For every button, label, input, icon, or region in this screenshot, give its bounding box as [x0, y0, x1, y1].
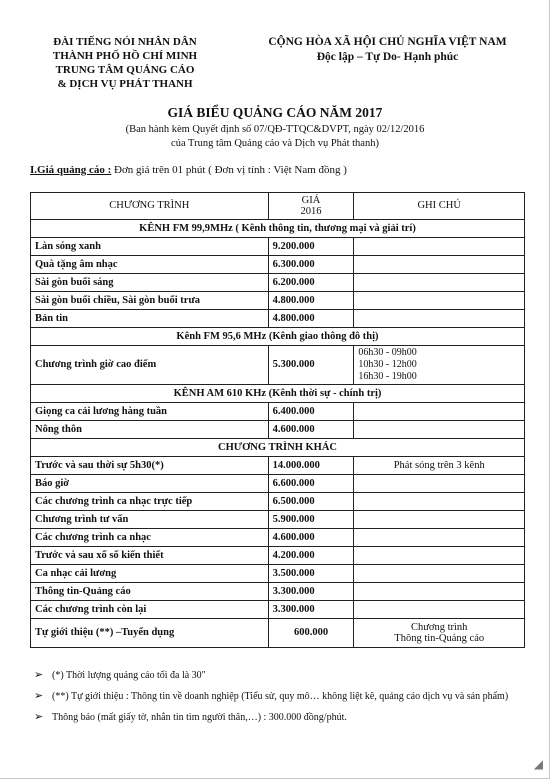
program-cell: Bản tin: [31, 310, 269, 328]
table-row: [31, 238, 525, 256]
program-cell: Tự giới thiệu (**) –Tuyển dụng: [31, 619, 269, 648]
note-cell: Phát sóng trên 3 kênh: [354, 457, 525, 475]
program-cell: Giọng ca cải lương hàng tuần: [31, 403, 269, 421]
program-cell: Trước và sau xổ số kiến thiết: [31, 547, 269, 565]
note-cell: [354, 238, 525, 256]
issuer-line-3: TRUNG TÂM QUẢNG CÁO: [55, 64, 195, 76]
table-row: [31, 346, 525, 385]
note-cell: [354, 565, 525, 583]
price-cell: 4.200.000: [268, 547, 354, 565]
price-cell: 5.300.000: [268, 346, 354, 385]
price-cell: 9.200.000: [268, 238, 354, 256]
table-row: [31, 256, 525, 274]
price-cell: 6.400.000: [268, 403, 354, 421]
page-corner-icon: ◢: [533, 757, 543, 771]
note-cell: [354, 274, 525, 292]
program-cell: Sài gòn buổi sáng: [31, 274, 269, 292]
table-row: [31, 511, 525, 529]
price-cell: 4.800.000: [268, 310, 354, 328]
table-row: [31, 475, 525, 493]
note-cell: [354, 511, 525, 529]
note-cell: [354, 601, 525, 619]
program-cell: Thông tin-Quảng cáo: [31, 583, 269, 601]
note-line: Chương trình: [410, 622, 468, 633]
note-cell: [354, 547, 525, 565]
price-cell: 6.600.000: [268, 475, 354, 493]
program-cell: Các chương trình còn lại: [31, 601, 269, 619]
peak-time: 16h30 - 19h00: [358, 371, 417, 382]
peak-times-cell: [354, 346, 525, 385]
program-cell: Nông thôn: [31, 421, 269, 439]
note-cell: [354, 310, 525, 328]
document-subtitle-1: (Ban hành kèm Quyết định số 07/QĐ-TTQC&DVPT, ngày 02/12/2016: [125, 124, 425, 135]
footnote-text: (**) Tự giới thiệu : Thông tin về doanh nghiệp (Tiểu sử, quy mô… không liệt kê, quảng cáo dịch vụ và sản phẩm): [52, 691, 509, 702]
program-cell: Ca nhạc cải lương: [31, 565, 269, 583]
program-cell: Chương trình giờ cao điểm: [31, 346, 269, 385]
arrow-bullet-icon: ➢: [34, 711, 44, 723]
note-cell: [354, 403, 525, 421]
band-fm999: KÊNH FM 99,9MHz ( Kênh thông tin, thương mại và giải trí): [31, 220, 525, 238]
table-header-row: [31, 193, 525, 220]
program-cell: Sài gòn buổi chiều, Sài gòn buổi trưa: [31, 292, 269, 310]
table-row: [31, 565, 525, 583]
band-fm956: Kênh FM 95,6 MHz (Kênh giao thông đô thị): [31, 328, 525, 346]
program-cell: Báo giờ: [31, 475, 269, 493]
note-cell: [354, 421, 525, 439]
table-row: [31, 457, 525, 475]
footnote-item: [30, 668, 525, 683]
header-price: [268, 193, 354, 220]
price-cell: 3.500.000: [268, 565, 354, 583]
band-am610: KÊNH AM 610 KHz (Kênh thời sự - chính trị): [31, 385, 525, 403]
section-label: I.Giá quảng cáo :: [30, 164, 112, 176]
price-cell: 4.800.000: [268, 292, 354, 310]
footnote-text: (*) Thời lượng quảng cáo tối đa là 30": [52, 670, 206, 681]
table-row: [31, 547, 525, 565]
band-row: [31, 328, 525, 346]
price-cell: 5.900.000: [268, 511, 354, 529]
note-cell: [354, 619, 525, 648]
footnotes: [30, 668, 525, 731]
arrow-bullet-icon: ➢: [34, 690, 44, 702]
header-price-line1: GIÁ: [301, 195, 321, 206]
arrow-bullet-icon: ➢: [34, 669, 44, 681]
program-cell: Các chương trình ca nhạc trực tiếp: [31, 493, 269, 511]
note-cell: [354, 529, 525, 547]
price-cell: 600.000: [268, 619, 354, 648]
section-heading: [30, 164, 347, 176]
footnote-item: [30, 689, 525, 704]
table-row: [31, 421, 525, 439]
table-row: [31, 601, 525, 619]
band-row: [31, 439, 525, 457]
document-subtitle-2: của Trung tâm Quảng cáo và Dịch vụ Phát thanh): [171, 138, 379, 149]
program-cell: Trước và sau thời sự 5h30(*): [31, 457, 269, 475]
table-row: [31, 529, 525, 547]
national-header: [250, 35, 525, 65]
national-title: CỘNG HÒA XÃ HỘI CHỦ NGHĨA VIỆT NAM: [268, 36, 507, 48]
band-row: [31, 385, 525, 403]
program-cell: Các chương trình ca nhạc: [31, 529, 269, 547]
table-row: [31, 292, 525, 310]
national-motto: Độc lập – Tự Do- Hạnh phúc: [316, 51, 459, 63]
header-note: GHI CHÚ: [354, 193, 525, 220]
price-cell: 4.600.000: [268, 421, 354, 439]
issuer-line-1: ĐÀI TIẾNG NÓI NHÂN DÂN: [53, 36, 197, 48]
rate-table: [30, 192, 525, 648]
band-other: CHƯƠNG TRÌNH KHÁC: [31, 439, 525, 457]
price-cell: 6.200.000: [268, 274, 354, 292]
table-row: [31, 583, 525, 601]
note-cell: [354, 475, 525, 493]
table-row: [31, 493, 525, 511]
table-row: [31, 310, 525, 328]
table-row: [31, 403, 525, 421]
note-cell: [354, 256, 525, 274]
note-line: Thông tin-Quảng cáo: [394, 633, 485, 644]
price-cell: 4.600.000: [268, 529, 354, 547]
section-text: Đơn giá trên 01 phút ( Đơn vị tính : Việt Nam đồng ): [111, 164, 347, 176]
price-cell: 14.000.000: [268, 457, 354, 475]
program-cell: Làn sóng xanh: [31, 238, 269, 256]
note-cell: [354, 583, 525, 601]
table-row: [31, 274, 525, 292]
program-cell: Chương trình tư vấn: [31, 511, 269, 529]
program-cell: Quà tặng âm nhạc: [31, 256, 269, 274]
price-cell: 3.300.000: [268, 583, 354, 601]
note-cell: [354, 292, 525, 310]
footnote-item: [30, 710, 525, 725]
issuer-header: [30, 35, 220, 91]
table-row: [31, 619, 525, 648]
peak-time: 06h30 - 09h00: [358, 347, 417, 358]
header-price-line2: 2016: [300, 206, 322, 217]
header-program: CHƯƠNG TRÌNH: [31, 193, 269, 220]
band-row: [31, 220, 525, 238]
price-cell: 6.500.000: [268, 493, 354, 511]
issuer-line-2: THÀNH PHỐ HỒ CHÍ MINH: [52, 50, 198, 62]
footnote-text: Thông báo (mất giấy tờ, nhắn tin tìm người thân,…) : 300.000 đồng/phút.: [52, 712, 347, 723]
document-title: GIÁ BIỂU QUẢNG CÁO NĂM 2017: [167, 105, 383, 120]
note-cell: [354, 493, 525, 511]
price-cell: 3.300.000: [268, 601, 354, 619]
issuer-line-4: & DỊCH VỤ PHÁT THANH: [57, 78, 193, 90]
price-cell: 6.300.000: [268, 256, 354, 274]
peak-time: 10h30 - 12h00: [358, 359, 417, 370]
